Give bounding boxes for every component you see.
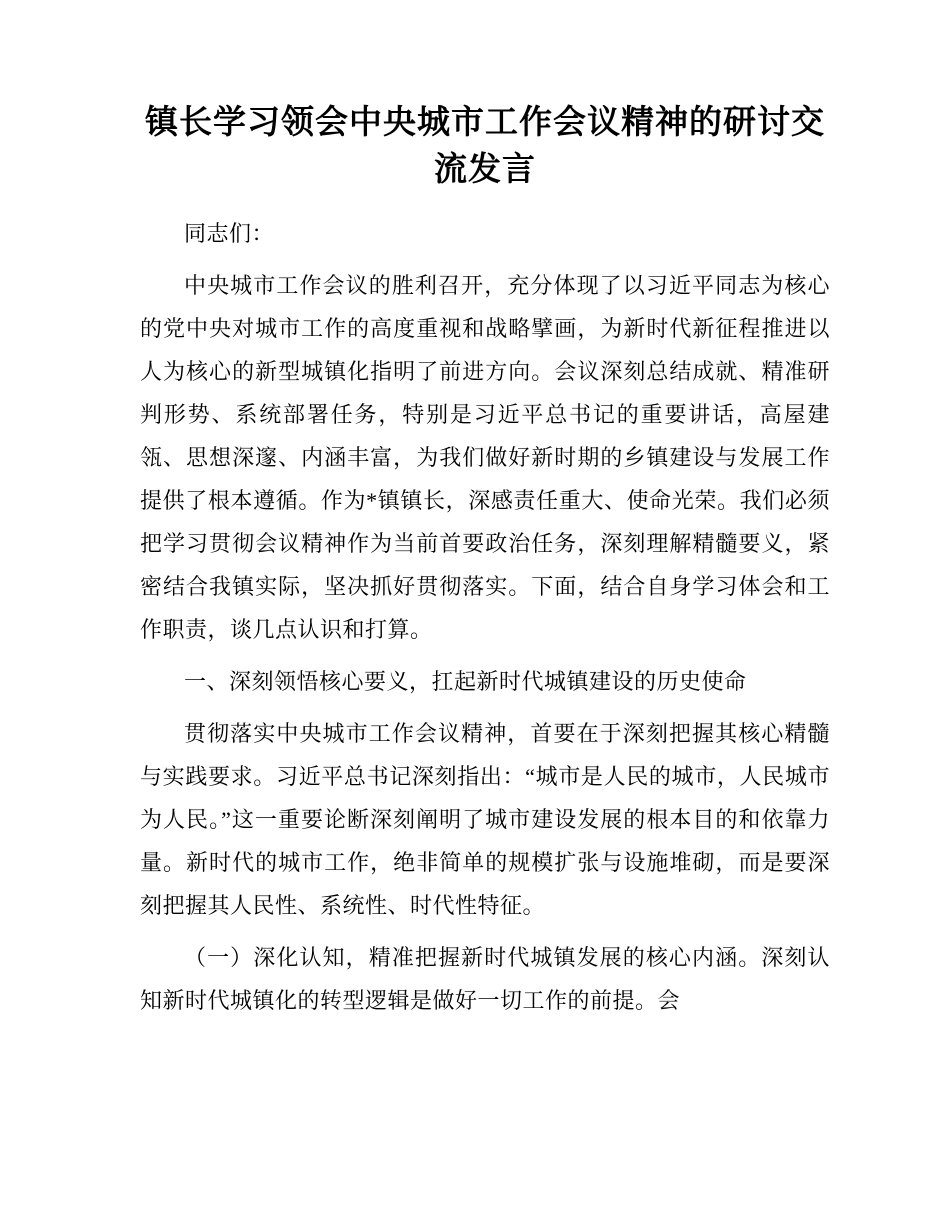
paragraph-section-1-body: 贯彻落实中央城市工作会议精神，首要在于深刻把握其核心精髓与实践要求。习近平总书记深刻指出：“城市是人民的城市，人民城市为人民。”这一重要论断深刻阐明了城市建设发展的根本目的和依靠力量。新时代的城市工作，绝非简单的规模扩张与设施堆砌，而是要深刻把握其人民性、系统性、时代性特征。 <box>140 721 830 918</box>
document-title: 镇长学习领会中央城市工作会议精神的研讨交流发言 <box>145 105 825 188</box>
paragraph-section-heading-1: 一、深刻领悟核心要义，扛起新时代城镇建设的历史使命 <box>184 669 747 694</box>
paragraph-subsection-1: （一）深化认知，精准把握新时代城镇发展的核心内涵。深刻认知新时代城镇化的转型逻辑是做好一切工作的前提。会 <box>140 945 830 1013</box>
paragraph-intro: 中央城市工作会议的胜利召开，充分体现了以习近平同志为核心的党中央对城市工作的高度重视和战略擘画，为新时代新征程推进以人为核心的新型城镇化指明了前进方向。会议深刻总结成就、精准研判形势、系统部署任务，特别是习近平总书记的重要讲话，高屋建瓴、思想深邃、内涵丰富，为我们做好新时期的乡镇建设与发展工作提供了根本遵循。作为*镇镇长，深感责任重大、使命光荣。我们必须把学习贯彻会议精神作为当前首要政治任务，深刻理解精髓要义，紧密结合我镇实际，坚决抓好贯彻落实。下面，结合自身学习体会和工作职责，谈几点认识和打算。 <box>140 273 830 642</box>
paragraph-salutation: 同志们： <box>184 221 275 246</box>
